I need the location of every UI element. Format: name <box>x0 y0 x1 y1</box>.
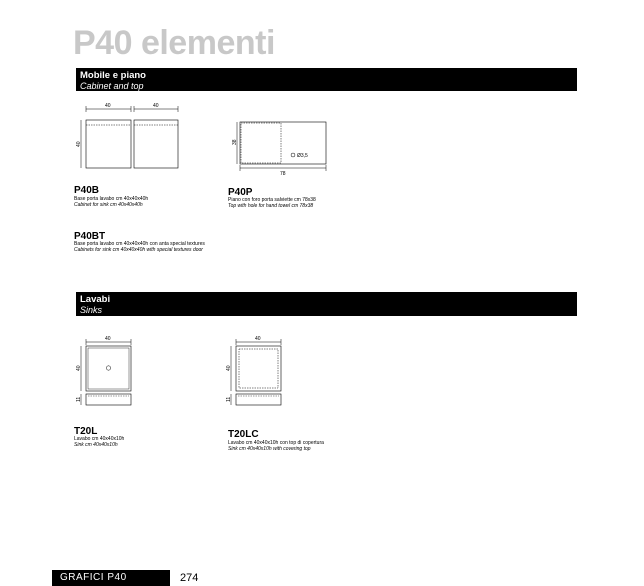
footer-label-box <box>52 570 170 586</box>
page-title: P40 elementi <box>73 24 275 62</box>
desc-it: Base porta lavabo cm 40x40x40h con anta special textures <box>74 241 205 247</box>
hole-diameter-label: Ø3,5 <box>297 153 308 159</box>
section-subtitle: Sinks <box>80 305 103 315</box>
section-title: Lavabi <box>80 294 111 305</box>
product-code-t20l: T20L <box>74 426 98 437</box>
sink-drawing-t20lc <box>228 334 288 409</box>
product-code-p40b: P40B <box>74 185 100 196</box>
desc-it: Lavabo cm 40x40x10h con top di copertura <box>228 440 324 446</box>
top-depth-label: 38 <box>232 139 238 145</box>
desc-it: Lavabo cm 40x40x10h <box>74 436 125 442</box>
cabinet-drawing <box>78 100 188 175</box>
desc-en: Cabinets for sink cm 40x40x40h with special textures door <box>74 247 203 253</box>
top-drawing <box>230 118 330 178</box>
product-desc-p40p <box>228 197 316 209</box>
desc-it: Base porta lavabo cm 40x40x40h <box>74 196 149 202</box>
section-header-sinks <box>76 292 577 316</box>
section-header-cabinet <box>76 68 577 91</box>
top-width-label: 78 <box>280 171 286 177</box>
product-code-p40p: P40P <box>228 187 253 198</box>
sink-height-label: 11 <box>76 396 82 402</box>
product-desc-p40bt <box>74 241 205 253</box>
cabinet-width-label: 40 <box>105 103 111 109</box>
sink-drawing-t20l <box>78 334 138 409</box>
product-code-p40bt: P40BT <box>74 231 106 242</box>
section-title: Mobile e piano <box>80 70 146 81</box>
page-number: 274 <box>180 572 199 584</box>
cabinet-height-label: 40 <box>76 141 82 147</box>
footer-label: GRAFICI P40 <box>60 572 127 583</box>
desc-en: Top with hole for hand towel cm 78x38 <box>228 203 314 209</box>
product-desc-t20lc <box>228 440 324 452</box>
sink-width-label: 40 <box>105 336 111 342</box>
desc-it: Piano con foro porta salviette cm 78x38 <box>228 197 316 203</box>
sink-height-label: 11 <box>226 396 232 402</box>
sink-width-label: 40 <box>255 336 261 342</box>
product-code-t20lc: T20LC <box>228 429 259 440</box>
desc-en: Sink cm 40x40x10h with covering top <box>228 446 311 452</box>
section-subtitle: Cabinet and top <box>80 81 144 91</box>
product-desc-t20l <box>74 436 124 448</box>
sink-depth-label: 40 <box>76 365 82 371</box>
desc-en: Cabinet for sink cm 40x40x40h <box>74 202 143 208</box>
cabinet-width-label: 40 <box>153 103 159 109</box>
sink-depth-label: 40 <box>226 365 232 371</box>
product-desc-p40b <box>74 196 148 208</box>
desc-en: Sink cm 40x40x10h <box>74 442 118 448</box>
